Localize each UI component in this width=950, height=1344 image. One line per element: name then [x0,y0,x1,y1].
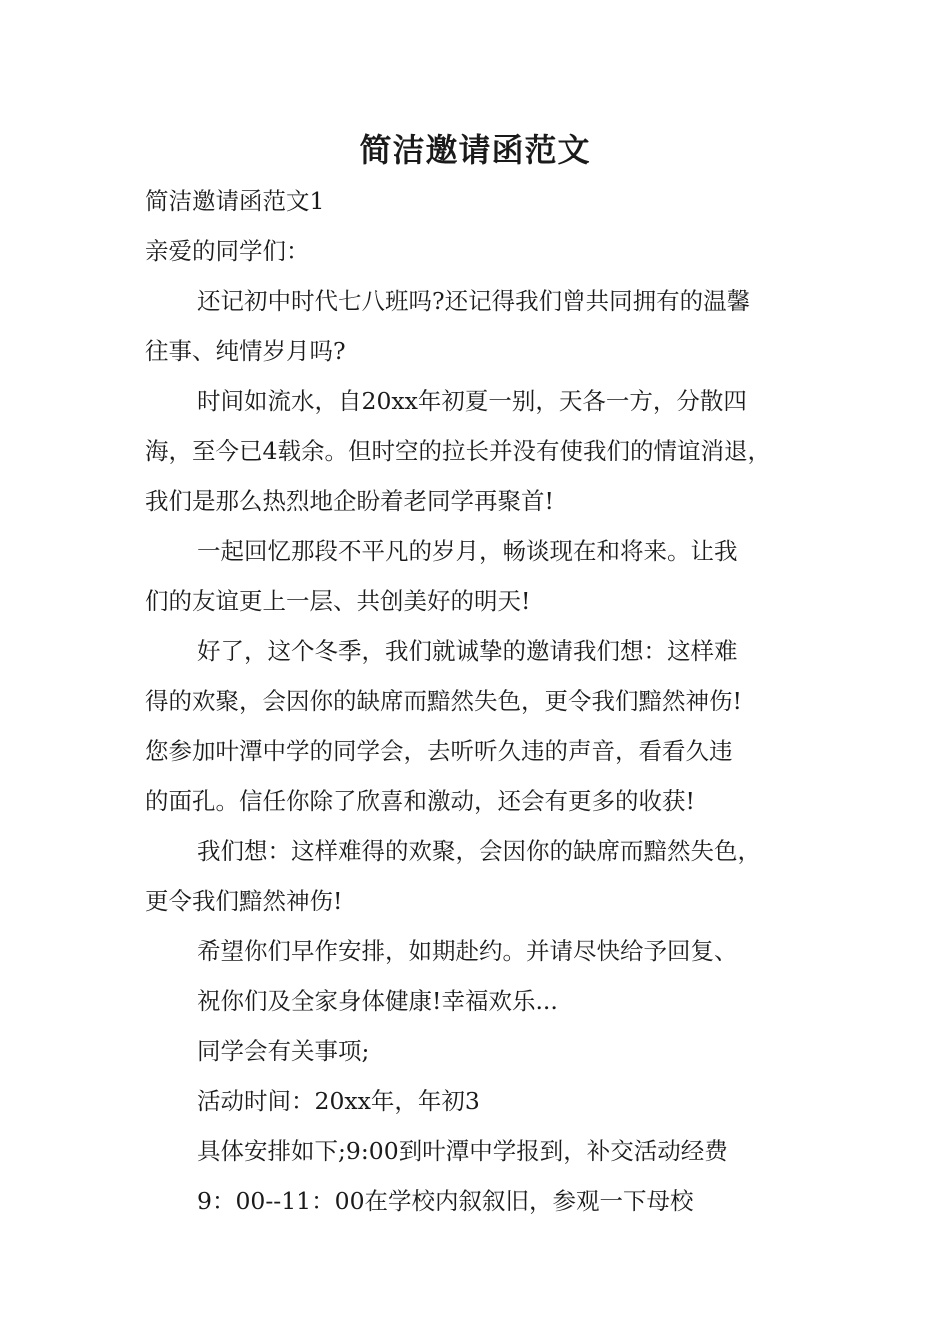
text-line: 祝你们及全家身体健康!幸福欢乐... [197,987,558,1015]
text-line: 一起回忆那段不平凡的岁月，畅谈现在和将来。让我 [197,537,738,565]
text-line: 活动时间：20xx年，年初3 [197,1087,480,1115]
text-line: 往事、纯情岁月吗? [145,337,346,365]
document-subtitle: 简洁邀请函范文1 [145,187,325,215]
text-line: 具体安排如下;9:00到叶潭中学报到，补交活动经费 [197,1137,728,1165]
text-line: 9：00--11：00在学校内叙叙旧，参观一下母校 [197,1187,694,1215]
document-body [145,176,830,1226]
text-line: 您参加叶潭中学的同学会，去听听久违的声音，看看久违 [145,737,733,765]
text-line: 希望你们早作安排，如期赴约。并请尽快给予回复、 [197,937,738,965]
text-line: 时间如流水，自20xx年初夏一别，天各一方，分散四 [197,387,747,415]
text-line: 海，至今已4载余。但时空的拉长并没有使我们的情谊消退， [145,437,771,465]
text-line: 亲爱的同学们： [145,237,310,265]
text-line: 们的友谊更上一层、共创美好的明天! [145,587,531,615]
text-line: 的面孔。信任你除了欣喜和激动，还会有更多的收获! [145,787,695,815]
text-line: 还记初中时代七八班吗?还记得我们曾共同拥有的温馨 [197,287,751,315]
text-line: 同学会有关事项; [197,1037,370,1065]
text-line: 我们是那么热烈地企盼着老同学再聚首! [145,487,554,515]
text-line: 更令我们黯然神伤! [145,887,343,915]
text-line: 好了，这个冬季，我们就诚挚的邀请我们想：这样难 [197,637,738,665]
text-line: 得的欢聚，会因你的缺席而黯然失色，更令我们黯然神伤! [145,687,742,715]
text-line: 我们想：这样难得的欢聚，会因你的缺席而黯然失色， [197,837,761,865]
document-title: 简洁邀请函范文 [359,131,591,169]
